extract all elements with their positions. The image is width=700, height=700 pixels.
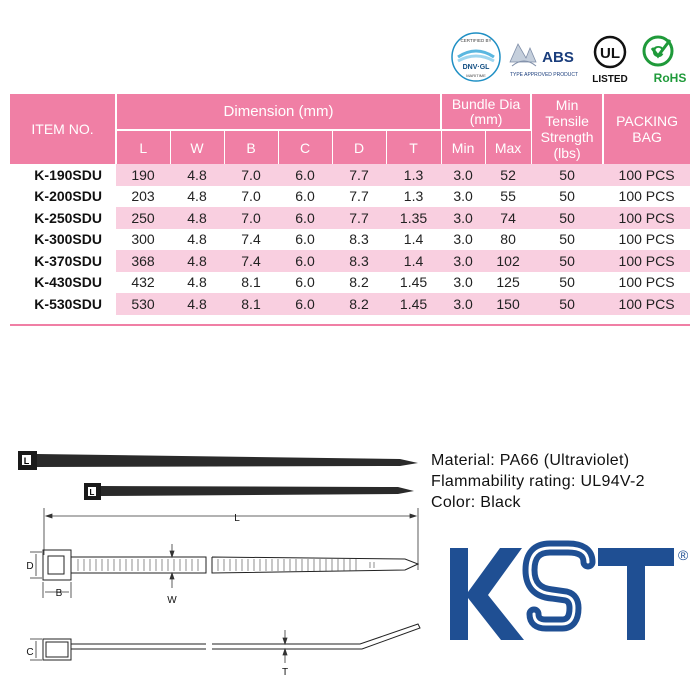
dnv-bottom-text: MARITIME	[466, 73, 486, 78]
cell-item: K-190SDU	[10, 164, 116, 186]
cell-tensile: 50	[531, 293, 603, 315]
dimension-l	[44, 508, 418, 570]
cell-c: 6.0	[278, 293, 332, 315]
bundle-dia-header	[441, 94, 531, 130]
cell-item: K-250SDU	[10, 207, 116, 229]
cell-t: 1.45	[386, 272, 441, 294]
cell-b: 7.4	[224, 250, 278, 272]
tie-head-label-short: L	[89, 488, 95, 497]
cell-d: 8.3	[332, 250, 386, 272]
cell-pack: 100 PCS	[603, 186, 690, 208]
dimension-header: Dimension (mm)	[116, 94, 441, 130]
cell-c: 6.0	[278, 186, 332, 208]
cell-item: K-430SDU	[10, 272, 116, 294]
ul-listed-logo	[592, 34, 628, 86]
cell-min: 3.0	[441, 229, 485, 251]
cell-t: 1.35	[386, 207, 441, 229]
cell-item: K-200SDU	[10, 186, 116, 208]
col-header-max: Max	[485, 130, 531, 164]
cell-max: 80	[485, 229, 531, 251]
kst-brand-logo	[438, 540, 688, 650]
tensile-header-line2: Tensile	[545, 113, 589, 129]
cell-tensile: 50	[531, 272, 603, 294]
dimension-l-label: L	[234, 513, 240, 524]
cell-max: 150	[485, 293, 531, 315]
col-header-t: T	[386, 130, 441, 164]
cell-w: 4.8	[170, 229, 224, 251]
col-header-w: W	[170, 130, 224, 164]
packing-bag-header	[603, 94, 690, 164]
cable-tie-side-view	[43, 624, 420, 660]
cell-t: 1.45	[386, 293, 441, 315]
flammability-text: Flammability rating: UL94V-2	[431, 473, 645, 490]
cell-pack: 100 PCS	[603, 293, 690, 315]
cell-pack: 100 PCS	[603, 229, 690, 251]
table-row	[10, 272, 690, 294]
cell-item: K-300SDU	[10, 229, 116, 251]
cell-pack: 100 PCS	[603, 250, 690, 272]
cell-t: 1.4	[386, 250, 441, 272]
cell-d: 7.7	[332, 186, 386, 208]
col-header-b: B	[224, 130, 278, 164]
cell-min: 3.0	[441, 272, 485, 294]
cell-max: 102	[485, 250, 531, 272]
cell-l: 368	[116, 250, 170, 272]
cell-l: 203	[116, 186, 170, 208]
tensile-header-line1: Min	[555, 97, 579, 113]
bundle-dia-header-line1: Bundle Dia	[451, 95, 521, 112]
cell-w: 4.8	[170, 164, 224, 186]
col-header-l: L	[116, 130, 170, 164]
cell-d: 8.2	[332, 293, 386, 315]
cell-b: 8.1	[224, 293, 278, 315]
rohs-name-text: RoHS	[653, 71, 687, 85]
dimension-c-label: C	[26, 647, 34, 658]
col-header-min: Min	[441, 130, 485, 164]
cable-tie-diagram	[0, 420, 430, 700]
material-specs	[431, 450, 645, 513]
cell-pack: 100 PCS	[603, 207, 690, 229]
cell-pack: 100 PCS	[603, 164, 690, 186]
cell-b: 7.0	[224, 186, 278, 208]
dimension-w-label: W	[167, 595, 177, 606]
cell-d: 8.3	[332, 229, 386, 251]
col-header-d: D	[332, 130, 386, 164]
item-no-header: ITEM NO.	[10, 94, 116, 164]
dnv-gl-certification-logo	[450, 31, 502, 83]
kst-brand-name: KST	[438, 540, 440, 541]
dimension-w	[170, 544, 174, 588]
kst-registered-mark: ®	[678, 547, 688, 563]
cell-w: 4.8	[170, 186, 224, 208]
packing-header-line1: PACKING	[616, 113, 679, 129]
cell-w: 4.8	[170, 250, 224, 272]
cell-b: 7.4	[224, 229, 278, 251]
cell-max: 52	[485, 164, 531, 186]
cable-tie-short-illustration	[84, 483, 414, 500]
packing-header-line2: BAG	[632, 129, 662, 145]
bundle-dia-header-line2: (mm)	[469, 110, 503, 127]
cell-min: 3.0	[441, 293, 485, 315]
cell-d: 8.2	[332, 272, 386, 294]
certification-logos	[0, 28, 700, 88]
cell-l: 300	[116, 229, 170, 251]
cell-c: 6.0	[278, 250, 332, 272]
cell-w: 4.8	[170, 293, 224, 315]
cell-d: 7.7	[332, 164, 386, 186]
abs-name-text: ABS	[542, 49, 574, 66]
table-row	[10, 250, 690, 272]
cell-l: 432	[116, 272, 170, 294]
table-row	[10, 186, 690, 208]
table-bottom-divider	[10, 324, 690, 326]
min-tensile-header	[531, 94, 603, 164]
abs-approval-logo	[508, 36, 580, 80]
tensile-header-line3: Strength	[540, 129, 594, 145]
cell-b: 8.1	[224, 272, 278, 294]
cell-w: 4.8	[170, 272, 224, 294]
table-row	[10, 293, 690, 315]
cell-t: 1.3	[386, 186, 441, 208]
cell-tensile: 50	[531, 229, 603, 251]
cell-item: K-530SDU	[10, 293, 116, 315]
cell-d: 7.7	[332, 207, 386, 229]
tensile-header-line4: (lbs)	[553, 145, 581, 161]
tie-head-label-long: L	[23, 456, 30, 466]
cell-min: 3.0	[441, 207, 485, 229]
dimension-b-label: B	[55, 588, 63, 599]
cell-c: 6.0	[278, 164, 332, 186]
cell-l: 190	[116, 164, 170, 186]
ul-name-text: UL	[600, 45, 620, 62]
cell-max: 125	[485, 272, 531, 294]
table-row	[10, 229, 690, 251]
cell-max: 55	[485, 186, 531, 208]
cell-l: 530	[116, 293, 170, 315]
cell-min: 3.0	[441, 164, 485, 186]
table-row	[10, 207, 690, 229]
cell-min: 3.0	[441, 250, 485, 272]
cell-w: 4.8	[170, 207, 224, 229]
cell-l: 250	[116, 207, 170, 229]
cell-pack: 100 PCS	[603, 272, 690, 294]
dimension-t-label: T	[281, 667, 289, 678]
cell-c: 6.0	[278, 229, 332, 251]
cable-tie-top-view	[43, 550, 418, 580]
col-header-c: C	[278, 130, 332, 164]
dimension-t	[283, 630, 287, 663]
dnv-top-text: CERTIFIED BY	[460, 38, 492, 43]
cable-tie-teeth	[78, 559, 374, 571]
ul-caption-text: LISTED	[592, 74, 628, 85]
cell-item: K-370SDU	[10, 250, 116, 272]
svg-text:C: C	[652, 44, 664, 61]
rohs-compliance-logo	[640, 34, 690, 86]
material-text: Material: PA66 (Ultraviolet)	[431, 452, 630, 469]
cell-max: 74	[485, 207, 531, 229]
color-text: Color: Black	[431, 494, 521, 511]
dnv-name-text: DNV·GL	[462, 64, 490, 71]
cell-b: 7.0	[224, 164, 278, 186]
cell-c: 6.0	[278, 207, 332, 229]
cell-tensile: 50	[531, 207, 603, 229]
cell-t: 1.4	[386, 229, 441, 251]
dimension-d-label: D	[26, 561, 34, 572]
cell-tensile: 50	[531, 164, 603, 186]
cell-min: 3.0	[441, 186, 485, 208]
specification-table	[10, 94, 690, 315]
abs-caption-text: TYPE APPROVED PRODUCT	[509, 72, 579, 78]
cell-t: 1.3	[386, 164, 441, 186]
cell-tensile: 50	[531, 186, 603, 208]
cell-c: 6.0	[278, 272, 332, 294]
cell-b: 7.0	[224, 207, 278, 229]
cable-tie-long-illustration	[18, 451, 418, 470]
table-row	[10, 164, 690, 186]
table-header-row-top	[10, 94, 690, 130]
cell-tensile: 50	[531, 250, 603, 272]
